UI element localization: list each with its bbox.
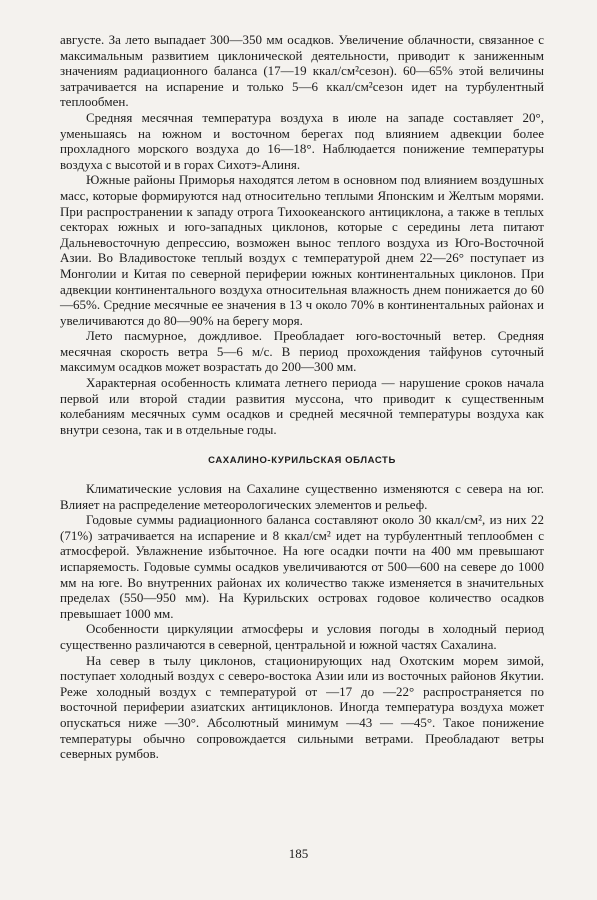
paragraph: Годовые суммы радиационного баланса составляют около 30 ккал/см², из них 22 (71%) затрачивается на испарение и 8 ккал/см² идет на турбулентный теплообмен с атмосферой. Увлажнение избыточное. На юге осадки почти на 400 мм превышают испаряемость. Годовые суммы осадков увеличиваются от 500—600 на севере до 1000 мм на юге. Во внутренних районах их количество также изменяется в значительных пределах (550—950 мм). На Курильских островах годовое количество осадков превышает 1000 мм.: [60, 512, 544, 621]
paragraph: августе. За лето выпадает 300—350 мм осадков. Увеличение облачности, связанное с максимальным развитием циклонической деятельности, приводит к заниженным значениям радиационного баланса (17—19 ккал/см²сезон). 60—65% этой величины затрачивается на испарение и только 5—6 ккал/см²сезон идет на турбулентный теплообмен.: [60, 32, 544, 110]
paragraph: Особенности циркуляции атмосферы и условия погоды в холодный период существенно различаются в северной, центральной и южной частях Сахалина.: [60, 621, 544, 652]
paragraph: Средняя месячная температура воздуха в июле на западе составляет 20°, уменьшаясь на южном и восточном берегах под влиянием адвекции более прохладного морского воздуха до 16—18°. Наблюдается понижение температуры воздуха с высотой и в горах Сихотэ-Алиня.: [60, 109, 544, 172]
page-number: 185: [288, 846, 309, 861]
paragraph: Характерная особенность климата летнего периода — нарушение сроков начала первой или второй стадии развития муссона, что приводит к существенным колебаниям месячных сумм осадков и средней месячной температуры воздуха как внутри сезона, так и в отдельные годы.: [60, 375, 544, 437]
page-body: [60, 32, 544, 762]
section-heading: САХАЛИНО-КУРИЛЬСКАЯ ОБЛАСТЬ: [208, 455, 396, 467]
paragraph: Лето пасмурное, дождливое. Преобладает юго-восточный ветер. Средняя месячная скорость ветра 5—6 м/с. В период прохождения тайфунов суточный максимум осадков может возрастать до 200—300 мм.: [60, 328, 544, 375]
paragraph: Южные районы Приморья находятся летом в основном под влиянием воздушных масс, которые формируются над относительно теплыми Японским и Желтым морями. При распространении к западу отрога Тихоокеанского антициклона, а также в теплых секторах южных и юго-западных циклонов, которые с середины лета питают Дальневосточную депрессию, возможен вынос теплого воздуха из Юго-Восточной Азии. Во Владивостоке теплый воздух с температурой днем 22—26° поступает из Монголии и Китая по северной периферии южных континентальных циклонов. При адвекции континентального воздуха относительная влажность днем понижается до 60—65%. Средние месячные ее значения в 13 ч около 70% в континентальных районах и увеличиваются до 80—90% на берегу моря.: [60, 172, 544, 328]
paragraph: На север в тылу циклонов, стационирующих над Охотским морем зимой, поступает холодный воздух с северо-востока Азии или из восточных районов Якутии. Реже холодный воздух с температурой от —17 до —22° распространяется по восточной периферии азиатских антициклонов. Иногда температура воздуха может опускаться ниже —30°. Абсолютный минимум —43 — —45°. Такое понижение температуры обычно сопровождается сильными ветрами. Преобладают ветры северных румбов.: [60, 652, 544, 762]
paragraph: Климатические условия на Сахалине существенно изменяются с севера на юг. Влияет на распределение метеорологических элементов и рельеф.: [60, 481, 544, 512]
